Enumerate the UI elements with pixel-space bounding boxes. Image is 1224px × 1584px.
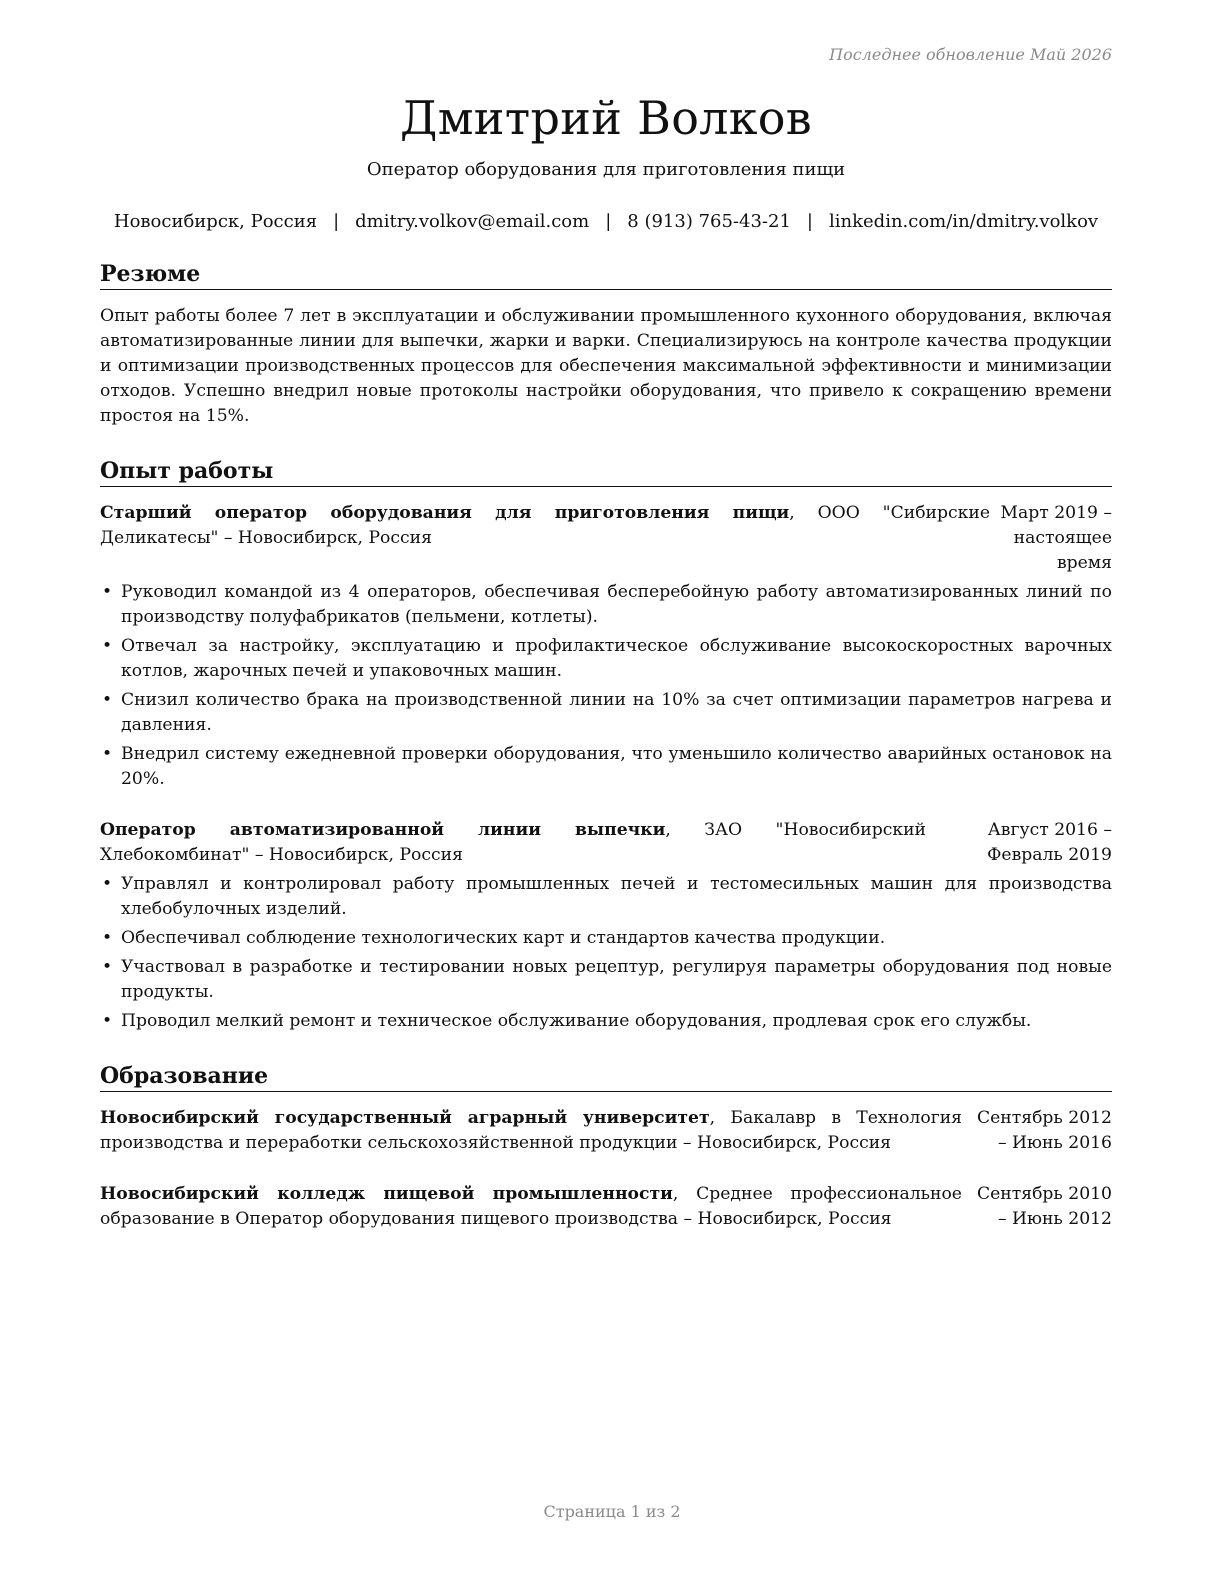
list-item: • Руководил командой из 4 операторов, обеспечивая бесперебойную работу автоматизированных линий по производству полуфабрикатов (пельмени, котлеты). [100,580,1112,630]
education-entry [100,1182,1112,1232]
job-dates: Август 2016 – Февраль 2019 [987,820,1112,865]
page-number: Страница 1 из 2 [543,1502,681,1521]
job-role: Оператор автоматизированной линии выпечки [100,820,666,840]
job-bullets [100,580,1112,792]
job-entry [100,818,1112,1034]
summary-text: Опыт работы более 7 лет в эксплуатации и обслуживании промышленного кухонного оборудования, включая автоматизированные линии для выпечки, жарки и варки. Специализируюсь на контроле качества продукции и оптимизации производственных процессов для обеспечения максимальной эффективности и минимизации отходов. Успешно внедрил новые протоколы настройки оборудования, что привело к сокращению времени простоя на 15%. [100,306,1112,426]
contact-location: Новосибирск, Россия [113,211,318,232]
contact-email[interactable]: dmitry.volkov@email.com [355,211,590,232]
last-updated: Последнее обновление Май 2026 [829,45,1112,64]
education-entry [100,1106,1112,1156]
education-heading: Образование [100,1062,1112,1092]
summary-heading: Резюме [100,260,1112,290]
contact-line [100,210,1112,234]
education-header [100,1106,1112,1156]
list-item: • Проводил мелкий ремонт и техническое обслуживание оборудования, продлевая срок его службы. [100,1009,1112,1034]
contact-separator: | [605,211,612,232]
list-item: • Внедрил систему ежедневной проверки оборудования, что уменьшило количество аварийных остановок на 20%. [100,742,1112,792]
list-item: • Отвечал за настройку, эксплуатацию и профилактическое обслуживание высокоскоростных варочных котлов, жарочных печей и упаковочных машин. [100,634,1112,684]
contact-linkedin[interactable]: linkedin.com/in/dmitry.volkov [829,211,1099,232]
job-header [100,818,1112,868]
job-entry [100,501,1112,792]
contact-separator: | [333,211,340,232]
school-name: Новосибирский государственный аграрный университет [100,1108,710,1128]
experience-heading: Опыт работы [100,457,1112,487]
degree-details: , Среднее профессиональное образование в Оператор оборудования пищевого производства – Новосибирск, Россия [100,1184,962,1229]
job-header [100,501,1112,576]
school-name: Новосибирский колледж пищевой промышленности [100,1184,673,1204]
contact-separator: | [806,211,813,232]
job-org: , ЗАО "Новосибирский Хлебокомбинат" – Новосибирск, Россия [100,820,926,865]
education-dates: Сентябрь 2010 – Июнь 2012 [976,1184,1112,1229]
job-title: Оператор оборудования для приготовления пищи [366,159,846,180]
degree-details: , Бакалавр в Технология производства и переработки сельскохозяйственной продукции – Новосибирск, Россия [100,1108,962,1153]
list-item: • Обеспечивал соблюдение технологических карт и стандартов качества продукции. [100,926,1112,951]
list-item: • Управлял и контролировал работу промышленных печей и тестомесильных машин для производства хлебобулочных изделий. [100,872,1112,922]
job-bullets [100,872,1112,1034]
contact-phone: 8 (913) 765-43-21 [627,211,791,232]
candidate-name: Дмитрий Волков [400,91,812,145]
list-item: • Снизил количество брака на производственной линии на 10% за счет оптимизации параметров нагрева и давления. [100,688,1112,738]
job-dates: Март 2019 – настоящее время [1000,503,1112,573]
resume-page [100,40,1112,1232]
education-header [100,1182,1112,1232]
job-role: Старший оператор оборудования для приготовления пищи [100,503,790,523]
education-dates: Сентябрь 2012 – Июнь 2016 [976,1108,1112,1153]
list-item: • Участвовал в разработке и тестировании новых рецептур, регулируя параметры оборудования под новые продукты. [100,955,1112,1005]
job-org: , ООО "Сибирские Деликатесы" – Новосибирск, Россия [100,503,990,548]
